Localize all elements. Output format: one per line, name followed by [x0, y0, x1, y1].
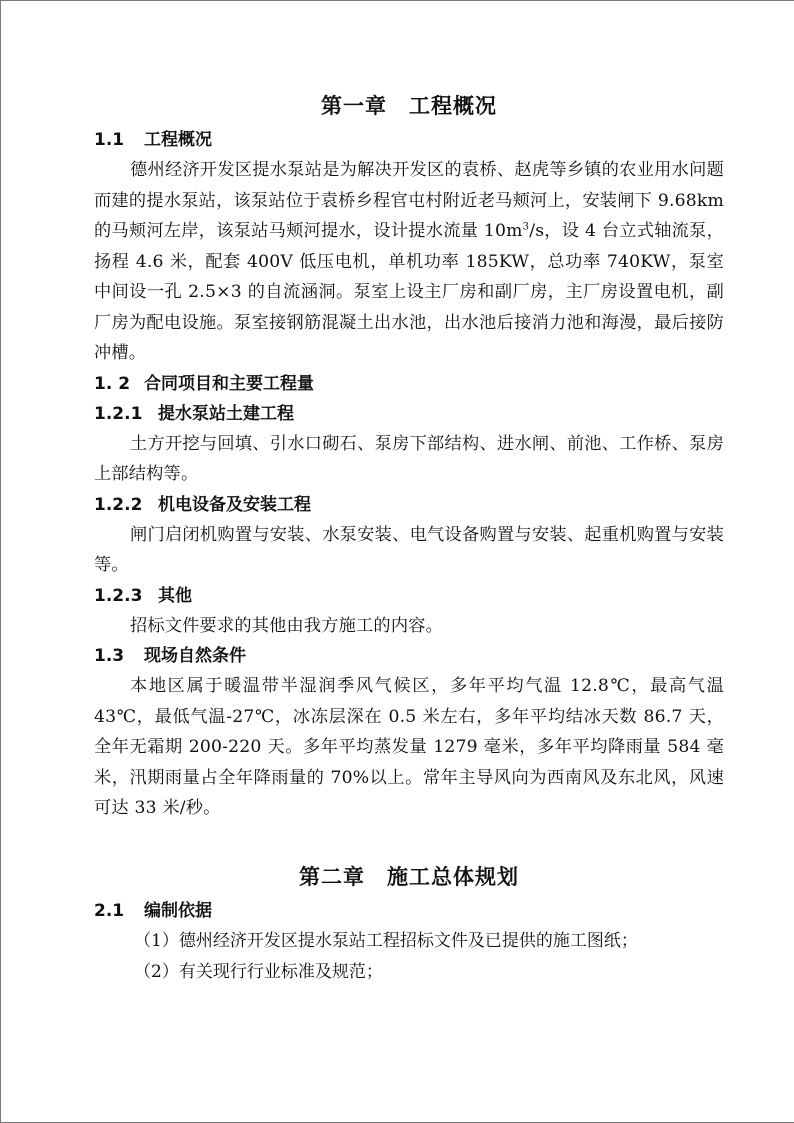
section-title: 现场自然条件 — [144, 646, 246, 666]
section-number: 2.1 — [94, 900, 125, 921]
section-1-2-3-paragraph: 招标文件要求的其他由我方施工的内容。 — [130, 615, 443, 636]
section-1-2-1-heading — [94, 399, 724, 429]
section-number: 1.3 — [94, 646, 125, 666]
section-1-2-1-paragraph: 土方开挖与回填、引水口砌石、泵房下部结构、进水闸、前池、工作桥、泵房上部结构等。 — [94, 433, 724, 484]
section-title: 机电设备及安装工程 — [158, 494, 311, 515]
section-1-2-2-heading — [94, 490, 724, 520]
superscript: 3 — [522, 221, 530, 233]
section-number: 1. 2 — [94, 373, 131, 394]
section-number: 1.2.2 — [94, 494, 143, 515]
chapter-2-number: 第二章 — [299, 864, 365, 889]
chapter-1-name: 工程概况 — [409, 94, 497, 118]
section-number: 1.2.3 — [94, 585, 143, 606]
list-item: （1）德州经济开发区提水泵站工程招标文件及已提供的施工图纸； — [134, 930, 638, 951]
paragraph-text: /s，设 4 台立式轴流泵，扬程 4.6 米，配套 400V 低压电机，单机功率 185KW，总功率 740KW，泵室中间设一孔 2.5×3 的自流涵洞。泵室上设主厂房和副厂房，主厂房设置电机，副厂房为配电设施。泵室接钢筋混凝土出水池，出水池后接消力池和海漫，最后接防冲槽。 — [94, 221, 724, 363]
chapter-1-title — [94, 87, 724, 125]
paragraph-text: 德州经济开发区提水泵站是为解决开发区的袁桥、赵虎等乡镇的农业用水问题而建的提水泵站，该泵站位于袁桥乡程官屯村附近老马颊河上，安装闸下 9.68km 的马颊河左岸，该泵站马颊河提水，设计提水流量 10m — [94, 160, 724, 241]
section-title: 工程概况 — [144, 130, 212, 150]
section-number: 1.2.1 — [94, 403, 143, 424]
chapter-spacer — [94, 824, 724, 858]
section-1-1-heading — [94, 125, 724, 155]
section-title: 其他 — [158, 585, 192, 606]
section-1-2-2-paragraph: 闸门启闭机购置与安装、水泵安装、电气设备购置与安装、起重机购置与安装等。 — [94, 524, 724, 575]
document-body — [94, 87, 724, 988]
section-1-1-paragraph — [94, 155, 724, 369]
section-number: 1.1 — [94, 130, 125, 150]
section-1-2-heading — [94, 369, 724, 399]
section-1-3-paragraph: 本地区属于暖温带半湿润季风气候区，多年平均气温 12.8℃，最高气温 43℃，最低气温-27℃，冰冻层深在 0.5 米左右，多年平均结冰天数 86.7 天，全年无霜期 200-220 天。多年平均蒸发量 1279 毫米，多年平均降雨量 584 毫米，汛期雨量占全年降雨量的 70%以上。常年主导风向为西南风及东北风，风速可达 33 米/秒。 — [94, 676, 724, 818]
section-1-3-heading — [94, 641, 724, 671]
list-item: （2）有关现行行业标准及规范； — [134, 961, 383, 982]
section-1-2-3-heading — [94, 581, 724, 611]
section-2-1-heading — [94, 896, 724, 926]
section-title: 提水泵站土建工程 — [158, 403, 294, 424]
chapter-2-title — [94, 858, 724, 896]
section-title: 编制依据 — [144, 900, 212, 921]
chapter-1-number: 第一章 — [321, 94, 387, 118]
section-title: 合同项目和主要工程量 — [144, 373, 314, 394]
chapter-2-name: 施工总体规划 — [387, 864, 519, 889]
